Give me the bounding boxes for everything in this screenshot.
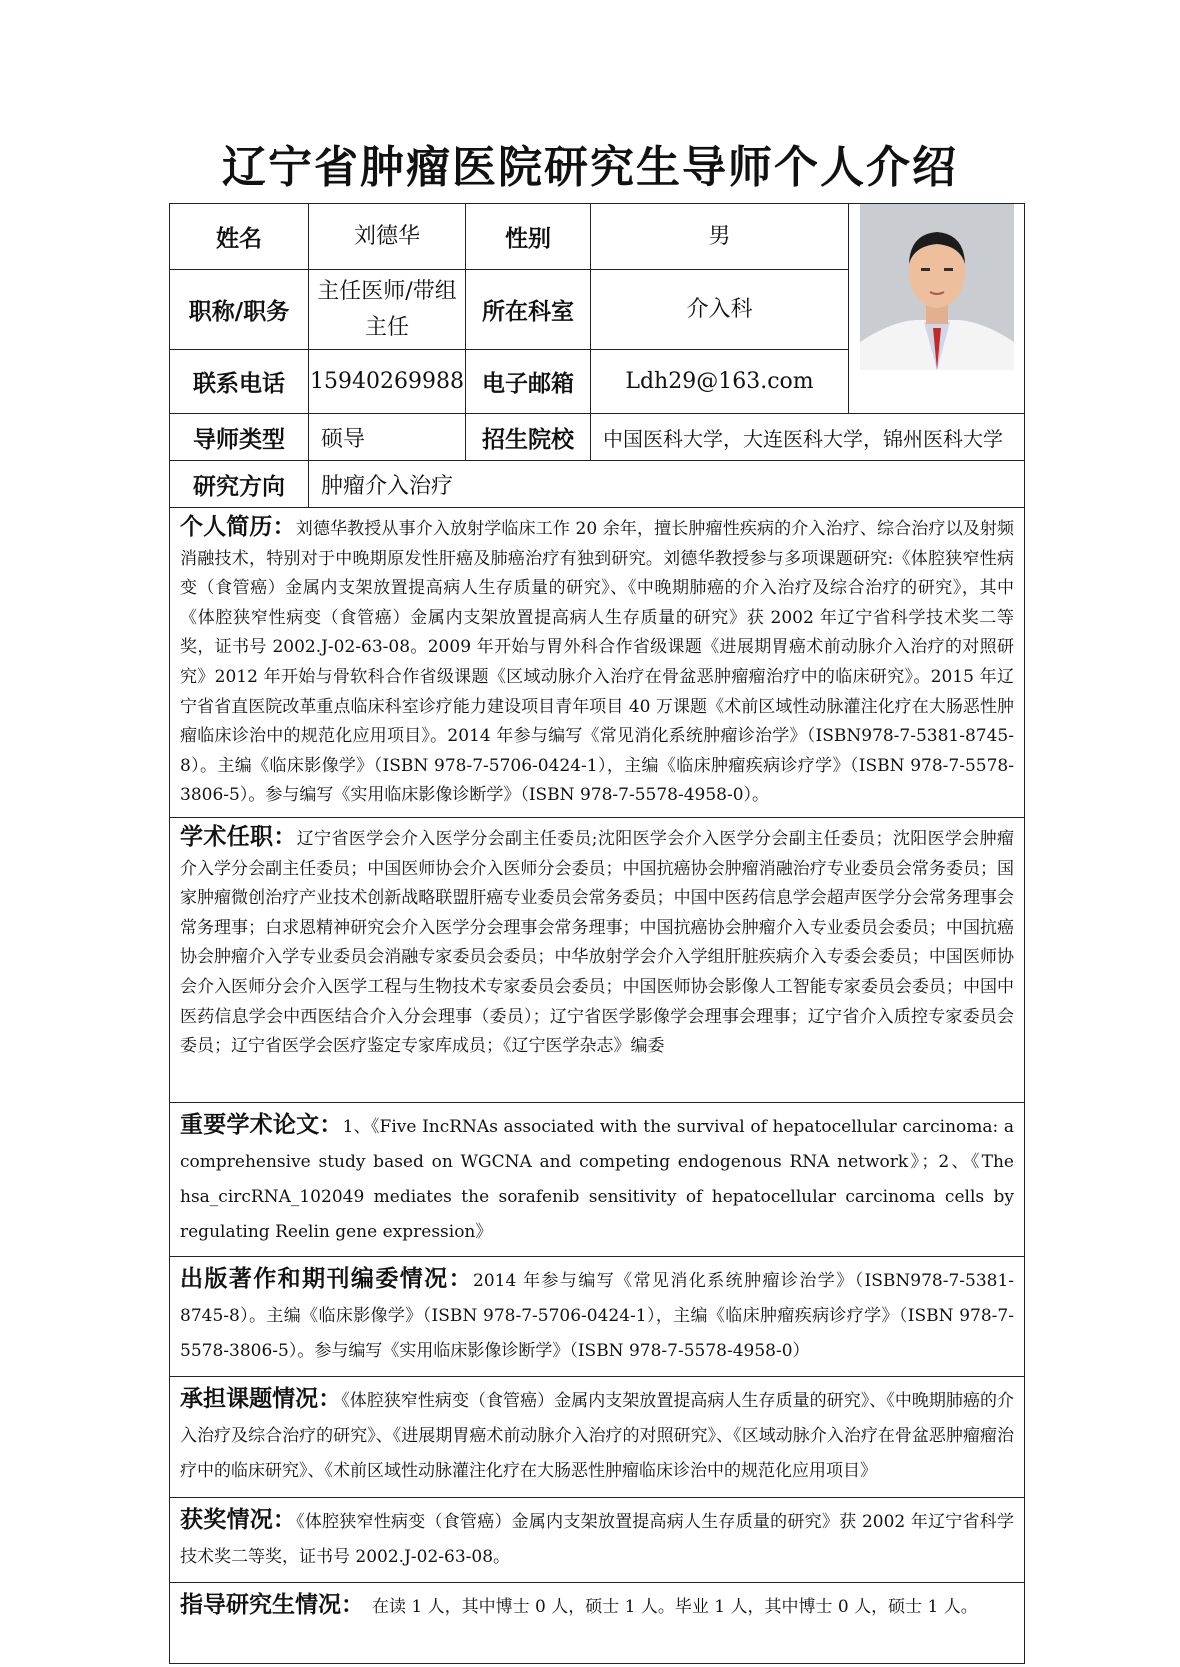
- academic-heading: 学术任职：: [180, 822, 297, 850]
- papers-heading: 重要学术论文：: [180, 1110, 343, 1138]
- gender-label: 性别: [466, 204, 591, 270]
- email-value: Ldh29@163.com: [591, 350, 849, 414]
- phone-value: 15940269988: [309, 350, 466, 414]
- students-text: 在读 1 人，其中博士 0 人，硕士 1 人。毕业 1 人，其中博士 0 人，硕士 1 人。: [372, 1596, 978, 1617]
- bio-heading: 个人简历：: [180, 513, 296, 540]
- title-label: 职称/职务: [170, 270, 309, 350]
- papers-section: [170, 1102, 1025, 1256]
- bio-text: 刘德华教授从事介入放射学临床工作 20 余年，擅长肿瘤性疾病的介入治疗、综合治疗以及射频消融技术，特别对于中晚期原发性肝癌及肺癌治疗有独到研究。刘德华教授参与多项课题研究:《体腔狭窄性病变（食管癌）金属内支架放置提高病人生存质量的研究》、《中晚期肺癌的介入治疗及综合治疗的研究》，其中《体腔狭窄性病变（食管癌）金属内支架放置提高病人生存质量的研究》获 2002 年辽宁省科学技术奖二等奖，证书号 2002.J-02-63-08。2009 年开始与胃外科合作省级课题《进展期胃癌术前动脉介入治疗的对照研究》2012 年开始与骨软科合作省级课题《区域动脉介入治疗在骨盆恶肿瘤瘤治疗中的临床研究》。2015 年辽宁省省直医院改革重点临床科室诊疗能力建设项目青年项目 40 万课题《术前区域性动脉灌注化疗在大肠恶性肿瘤临床诊治中的规范化应用项目》。2014 年参与编写《常见消化系统肿瘤诊治学》（ISBN978-7-5381-8745-8）。主编《临床影像学》（ISBN 978-7-5706-0424-1），主编《临床肿瘤疾病诊疗学》（ISBN 978-7-5578-3806-5）。参与编写《实用临床影像诊断学》（ISBN 978-7-5578-4958-0）。: [180, 519, 1014, 806]
- projects-text: 《体腔狭窄性病变（食管癌）金属内支架放置提高病人生存质量的研究》、《中晚期肺癌的介入治疗及综合治疗的研究》、《进展期胃癌术前动脉介入治疗的对照研究》、《区域动脉介入治疗在骨盆恶肿瘤瘤治疗中的临床研究》、《术前区域性动脉灌注化疗在大肠恶性肿瘤临床诊治中的规范化应用项目》: [180, 1390, 1015, 1481]
- school-label: 招生院校: [466, 414, 591, 461]
- photo-cell: [849, 204, 1025, 414]
- supervisor-type-label: 导师类型: [170, 414, 309, 461]
- research-label: 研究方向: [170, 461, 309, 508]
- bio-section: [170, 508, 1025, 818]
- gender-value: 男: [591, 204, 849, 270]
- title-value: 主任医师/带组主任: [309, 270, 466, 350]
- awards-heading: 获奖情况：: [180, 1505, 297, 1533]
- publications-heading: 出版著作和期刊编委情况：: [180, 1264, 474, 1292]
- awards-text: 《体腔狭窄性病变（食管癌）金属内支架放置提高病人生存质量的研究》获 2002 年辽宁省科学技术奖二等奖，证书号 2002.J-02-63-08。: [180, 1511, 1015, 1567]
- students-section: [170, 1582, 1025, 1663]
- projects-heading: 承担课题情况：: [180, 1384, 342, 1412]
- profile-table: [169, 203, 1025, 1664]
- portrait-photo: [860, 204, 1014, 370]
- dept-value: 介入科: [591, 270, 849, 350]
- papers-text: 1、《Five IncRNAs associated with the survival of hepatocellular carcinoma: a comprehensive study based on WGCNA and competing endogenous RNA network》；2、《The hsa_circRNA_102049 mediates the sorafenib sensitivity of hepatocellular carcinoma cells by regulating Reelin gene expression》: [180, 1116, 1015, 1242]
- publications-section: [170, 1256, 1025, 1376]
- dept-label: 所在科室: [466, 270, 591, 350]
- school-value: 中国医科大学，大连医科大学，锦州医科大学: [591, 414, 1025, 461]
- publications-text: 2014 年参与编写《常见消化系统肿瘤诊治学》（ISBN978-7-5381-8745-8）。主编《临床影像学》（ISBN 978-7-5706-0424-1），主编《临床肿瘤疾病诊疗学》（ISBN 978-7-5578-3806-5）。参与编写《实用临床影像诊断学》（ISBN 978-7-5578-4958-0）: [180, 1270, 1015, 1361]
- phone-label: 联系电话: [170, 350, 309, 414]
- name-label: 姓名: [170, 204, 309, 270]
- research-value: 肿瘤介入治疗: [309, 461, 1025, 508]
- name-value: 刘德华: [309, 204, 466, 270]
- email-label: 电子邮箱: [466, 350, 591, 414]
- page-title: 辽宁省肿瘤医院研究生导师个人介绍: [222, 142, 958, 193]
- projects-section: [170, 1376, 1025, 1497]
- awards-section: [170, 1497, 1025, 1582]
- academic-section: [170, 817, 1025, 1102]
- supervisor-type-value: 硕导: [309, 414, 466, 461]
- academic-text: 辽宁省医学会介入医学分会副主任委员;沈阳医学会介入医学分会副主任委员；沈阳医学会肿瘤介入学分会副主任委员；中国医师协会介入医师分会委员；中国抗癌协会肿瘤消融治疗专业委员会常务委员；国家肿瘤微创治疗产业技术创新战略联盟肝癌专业委员会常务委员；中国中医药信息学会超声医学分会常务理事会常务理事；白求恩精神研究会介入医学分会理事会常务理事；中国抗癌协会肿瘤介入专业委员会委员；中国抗癌协会肿瘤介入学专业委员会消融专家委员会委员；中华放射学会介入学组肝脏疾病介入专委会委员；中国医师协会介入医师分会介入医学工程与生物技术专家委员会委员；中国医师协会影像人工智能专家委员会委员；中国中医药信息学会中西医结合介入分会理事（委员）；辽宁省医学影像学会理事会理事；辽宁省介入质控专家委员会委员；辽宁省医学会医疗鉴定专家库成员；《辽宁医学杂志》编委: [180, 828, 1015, 1057]
- students-heading: 指导研究生情况：: [180, 1590, 364, 1618]
